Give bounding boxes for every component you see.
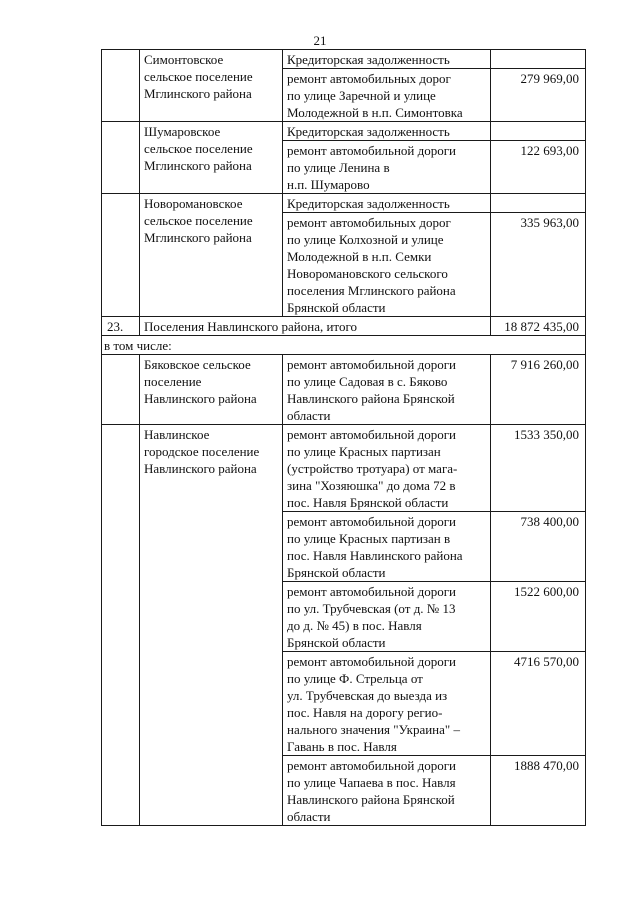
description-text: ремонт автомобильной дороги по улице Садовая в с. Бяково Навлинского района Брянской области — [287, 357, 457, 423]
amount-cell: 7 916 260,00 — [491, 355, 586, 425]
description-text: ремонт автомобильной дороги по улице Ленина в н.п. Шумарово — [287, 143, 457, 192]
description-cell — [283, 213, 491, 317]
description-text: ремонт автомобильной дороги по улице Ф. Стрельца от ул. Трубчевская до выезда из пос. Навля на дорогу регио- нального значения "Украина" – Гавань в пос. Навля — [287, 654, 460, 754]
settlement-name: Навлинское городское поселение Навлинского района — [144, 427, 260, 476]
description-cell — [283, 425, 491, 512]
table-row — [102, 355, 586, 425]
table-row — [102, 194, 586, 213]
settlement-name: Новоромановское сельское поселение Мглинского района — [144, 196, 253, 245]
total-row — [102, 317, 586, 336]
description-cell — [283, 652, 491, 756]
description-cell — [283, 512, 491, 582]
including-row — [102, 336, 586, 355]
amount-cell: 1888 470,00 — [491, 756, 586, 826]
row-number-cell — [102, 50, 140, 122]
description-text: ремонт автомобильной дороги по ул. Трубчевская (от д. № 13 до д. № 45) в пос. Навля Брянской области — [287, 584, 457, 650]
creditor-debt-header: Кредиторская задолженность — [283, 194, 491, 213]
amount-cell — [491, 50, 586, 69]
description-cell — [283, 582, 491, 652]
row-number-cell — [102, 194, 140, 317]
amount-cell: 122 693,00 — [491, 141, 586, 194]
description-cell — [283, 69, 491, 122]
total-label: Поселения Навлинского района, итого — [140, 317, 491, 336]
amount-cell: 335 963,00 — [491, 213, 586, 317]
amount-cell: 1533 350,00 — [491, 425, 586, 512]
description-cell — [283, 355, 491, 425]
description-cell — [283, 756, 491, 826]
table-row — [102, 50, 586, 69]
description-text: ремонт автомобильной дороги по улице Красных партизан в пос. Навля Навлинского района Брянской области — [287, 514, 463, 580]
settlement-name: Симонтовское сельское поселение Мглинского района — [144, 52, 253, 101]
description-text: ремонт автомобильной дороги по улице Красных партизан (устройство тротуара) от мага- зина "Хозяюшка" до дома 72 в пос. Навля Брянской области — [287, 427, 458, 510]
row-number-cell — [102, 355, 140, 425]
description-text: ремонт автомобильных дорог по улице Колхозной и улице Молодежной в н.п. Семки Новоромановского сельского поселения Мглинского района Брянской области — [287, 215, 456, 315]
settlement-cell — [140, 355, 283, 425]
settlement-name: Бяковское сельское поселение Навлинского района — [144, 357, 257, 406]
page-number: 21 — [313, 33, 327, 48]
description-text: ремонт автомобильной дороги по улице Чапаева в пос. Навля Навлинского района Брянской области — [287, 758, 457, 824]
settlement-cell — [140, 122, 283, 194]
description-cell — [283, 141, 491, 194]
amount-cell — [491, 122, 586, 141]
table-row — [102, 122, 586, 141]
settlement-cell — [140, 50, 283, 122]
creditor-debt-header: Кредиторская задолженность — [283, 50, 491, 69]
table-row — [102, 425, 586, 512]
amount-cell: 738 400,00 — [491, 512, 586, 582]
settlement-name: Шумаровское сельское поселение Мглинского района — [144, 124, 253, 173]
row-number-cell — [102, 425, 140, 826]
amount-cell: 4716 570,00 — [491, 652, 586, 756]
settlement-cell — [140, 425, 283, 826]
settlement-cell — [140, 194, 283, 317]
row-number: 23. — [102, 317, 140, 336]
row-number-cell — [102, 122, 140, 194]
amount-cell: 1522 600,00 — [491, 582, 586, 652]
including-label: в том числе: — [102, 336, 586, 355]
amount-cell — [491, 194, 586, 213]
amount-cell: 279 969,00 — [491, 69, 586, 122]
description-text: ремонт автомобильных дорог по улице Заречной и улице Молодежной в н.п. Симонтовка — [287, 71, 463, 120]
creditor-debt-header: Кредиторская задолженность — [283, 122, 491, 141]
total-amount: 18 872 435,00 — [491, 317, 586, 336]
road-repair-table — [101, 49, 586, 826]
